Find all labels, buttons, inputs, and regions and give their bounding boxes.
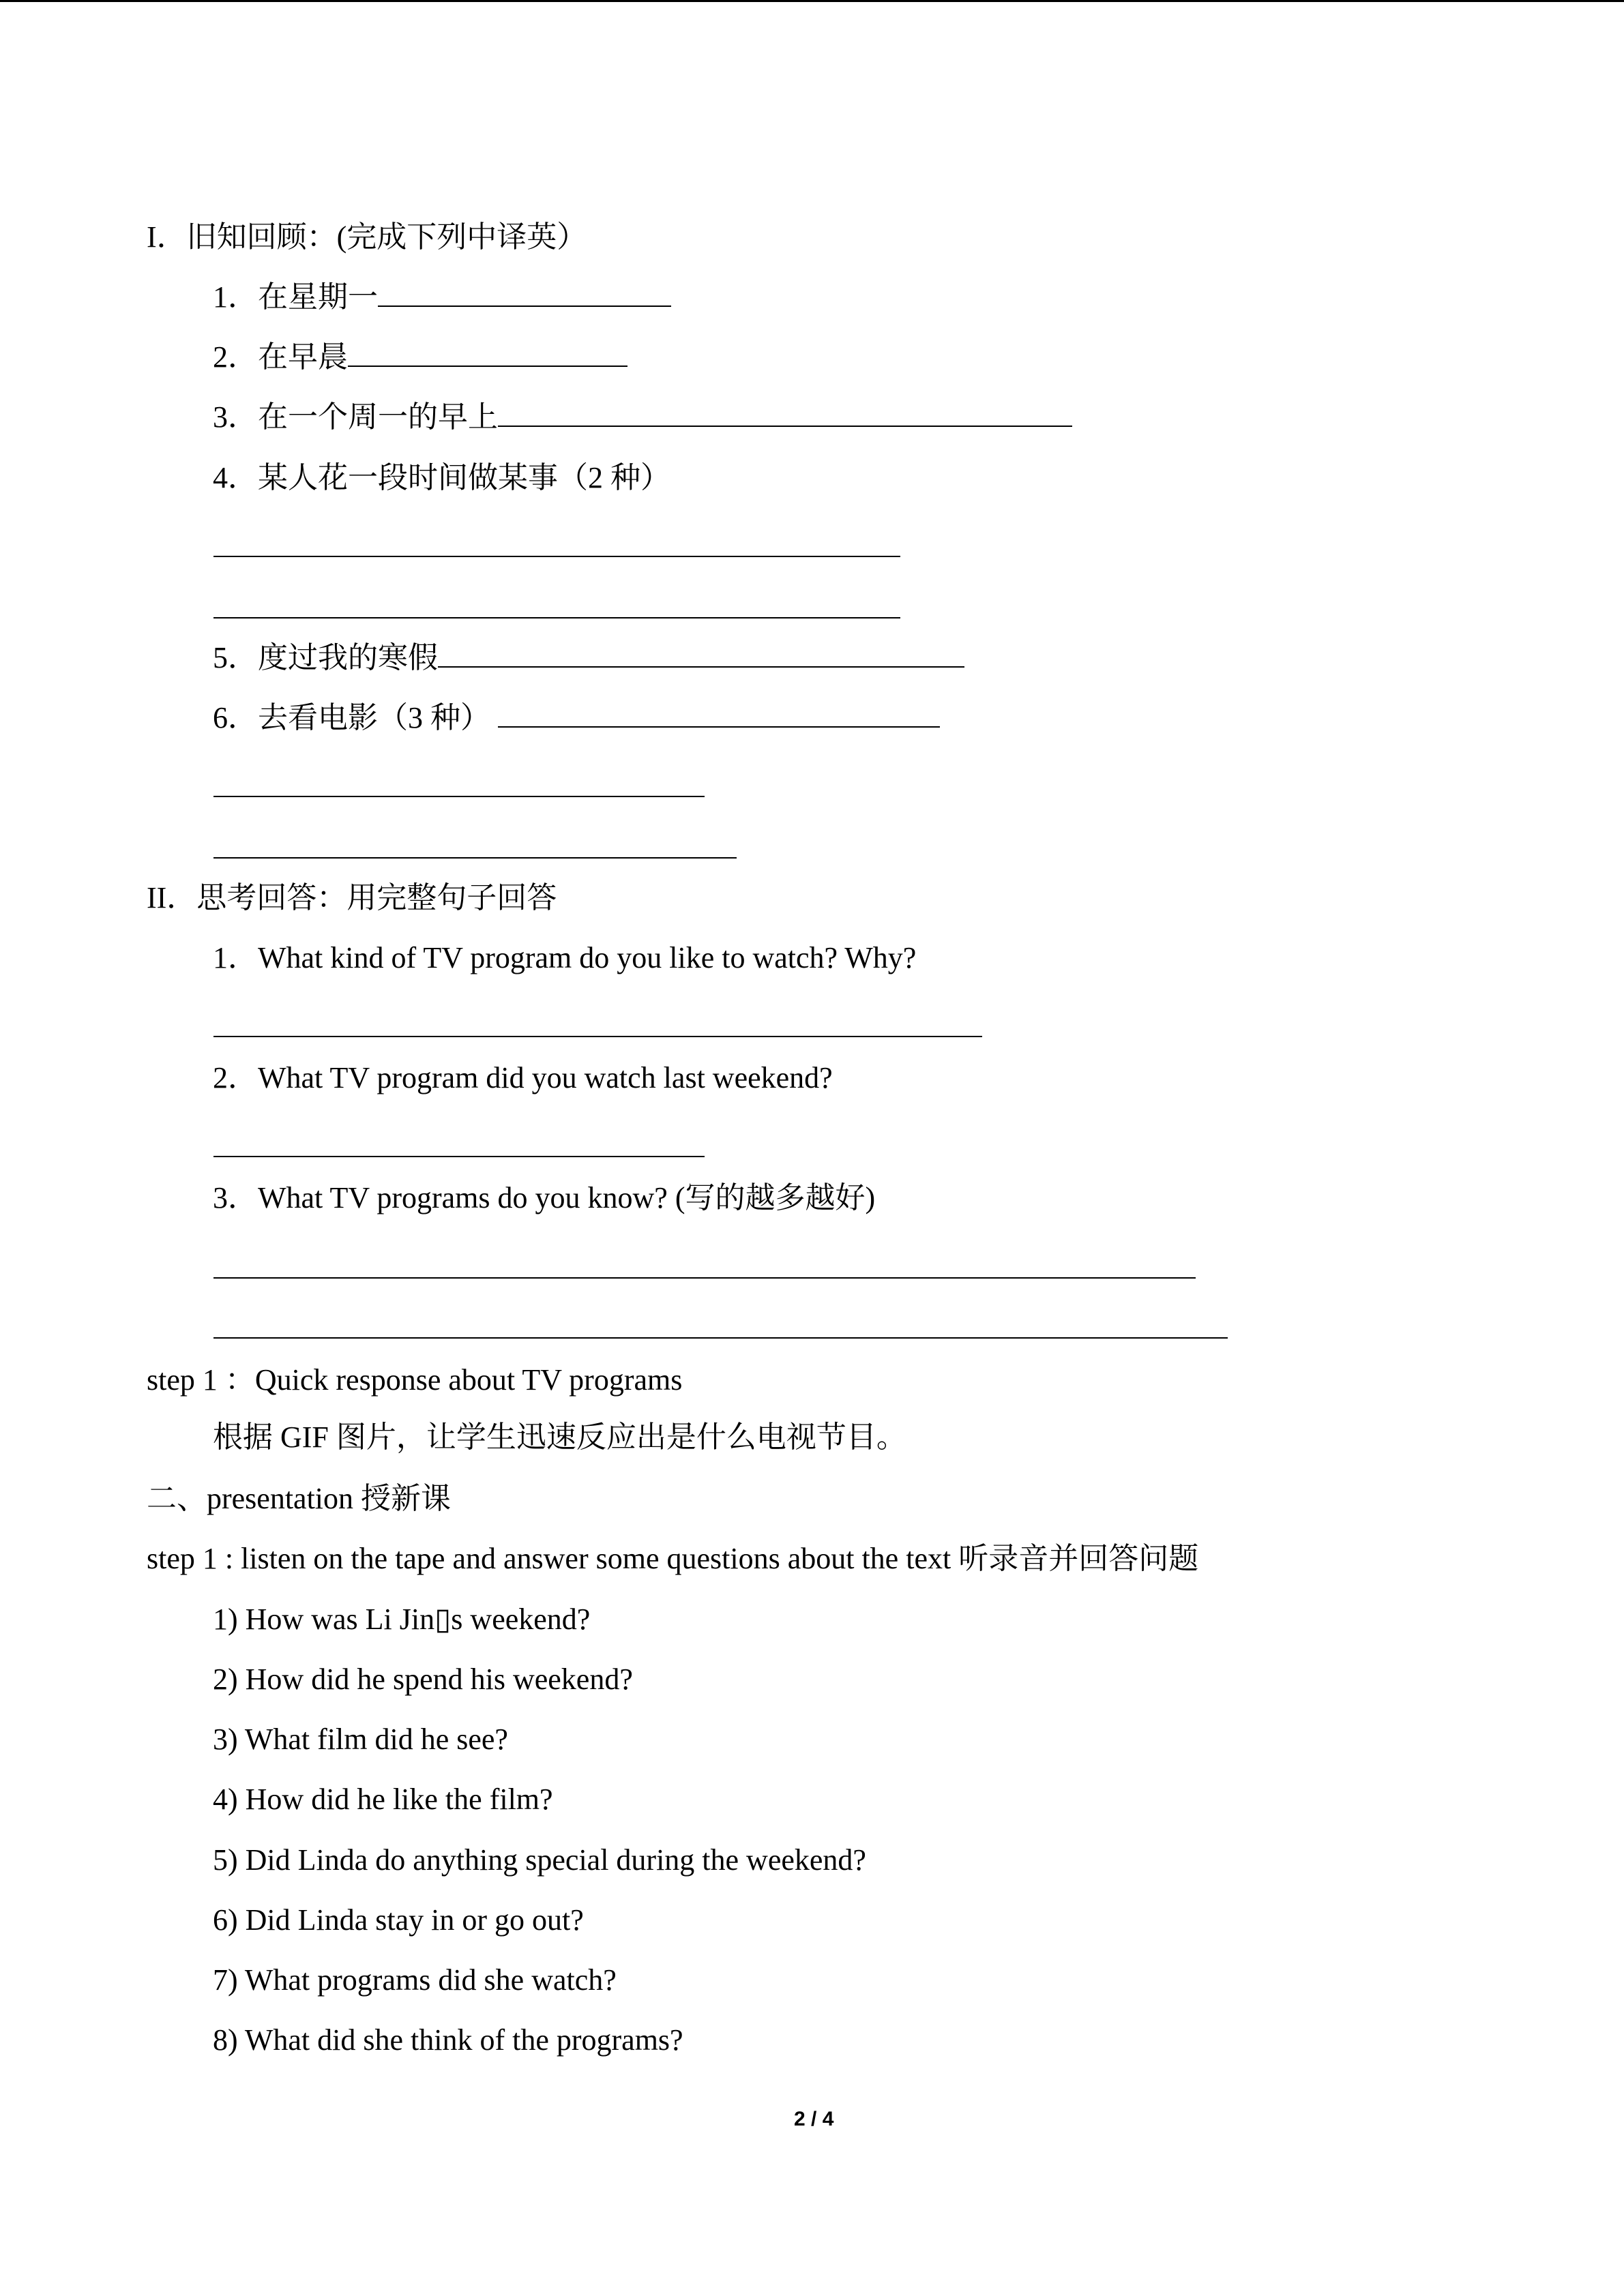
answer-line[interactable] bbox=[213, 617, 900, 618]
translation-item-6 bbox=[213, 699, 940, 737]
answer-line[interactable] bbox=[213, 1277, 1196, 1279]
answer-blank[interactable] bbox=[348, 341, 628, 367]
item-text: 1．在星期一 bbox=[213, 280, 378, 314]
answer-line[interactable] bbox=[213, 796, 705, 797]
item-text: 3．在一个周一的早上 bbox=[213, 400, 498, 434]
translation-item-4 bbox=[213, 459, 670, 497]
listening-question-8: 8) What did she think of the programs? bbox=[213, 2023, 683, 2057]
question-1: 1．What kind of TV program do you like to watch? Why? bbox=[213, 941, 917, 974]
translation-item-1 bbox=[213, 278, 671, 316]
listening-question-3: 3) What film did he see? bbox=[213, 1723, 508, 1756]
listening-question-7: 7) What programs did she watch? bbox=[213, 1963, 617, 1997]
item-text: 4．某人花一段时间做某事（2 种） bbox=[213, 461, 670, 494]
answer-line[interactable] bbox=[213, 556, 900, 557]
step-1-heading: step 1 ：Quick response about TV programs bbox=[147, 1363, 683, 1397]
question-3: 3．What TV programs do you know? (写的越多越好) bbox=[213, 1181, 876, 1214]
translation-item-5 bbox=[213, 639, 964, 677]
step-1-description: 根据 GIF 图片，让学生迅速反应出是什么电视节目。 bbox=[213, 1420, 906, 1454]
listening-step-heading: step 1 : listen on the tape and answer some questions about the text 听录音并回答问题 bbox=[147, 1542, 1199, 1575]
answer-blank[interactable] bbox=[498, 702, 940, 728]
answer-blank[interactable] bbox=[438, 642, 964, 668]
listening-question-5: 5) Did Linda do anything special during the weekend? bbox=[213, 1843, 866, 1877]
answer-line[interactable] bbox=[213, 1156, 705, 1157]
listening-question-6: 6) Did Linda stay in or go out? bbox=[213, 1903, 584, 1937]
presentation-heading: 二、presentation 授新课 bbox=[147, 1482, 452, 1515]
item-text: 5．度过我的寒假 bbox=[213, 641, 438, 674]
section-1-heading: I．旧知回顾：(完成下列中译英） bbox=[147, 220, 587, 254]
section-2-heading: II．思考回答：用完整句子回答 bbox=[147, 881, 557, 914]
listening-question-2: 2) How did he spend his weekend? bbox=[213, 1663, 633, 1696]
translation-item-2 bbox=[213, 338, 628, 376]
answer-line[interactable] bbox=[213, 1337, 1228, 1339]
answer-line[interactable] bbox=[213, 857, 737, 859]
translation-item-3 bbox=[213, 398, 1072, 436]
item-text: 2．在早晨 bbox=[213, 340, 348, 374]
answer-blank[interactable] bbox=[498, 401, 1072, 427]
answer-line[interactable] bbox=[213, 1036, 982, 1037]
page-number: 2 / 4 bbox=[794, 2108, 834, 2130]
listening-question-4: 4) How did he like the film? bbox=[213, 1783, 553, 1816]
item-text: 6．去看电影（3 种） bbox=[213, 701, 490, 734]
listening-question-1: 1) How was Li Jin▯s weekend? bbox=[213, 1602, 591, 1636]
question-2: 2．What TV program did you watch last weekend? bbox=[213, 1061, 833, 1094]
answer-blank[interactable] bbox=[378, 281, 671, 307]
